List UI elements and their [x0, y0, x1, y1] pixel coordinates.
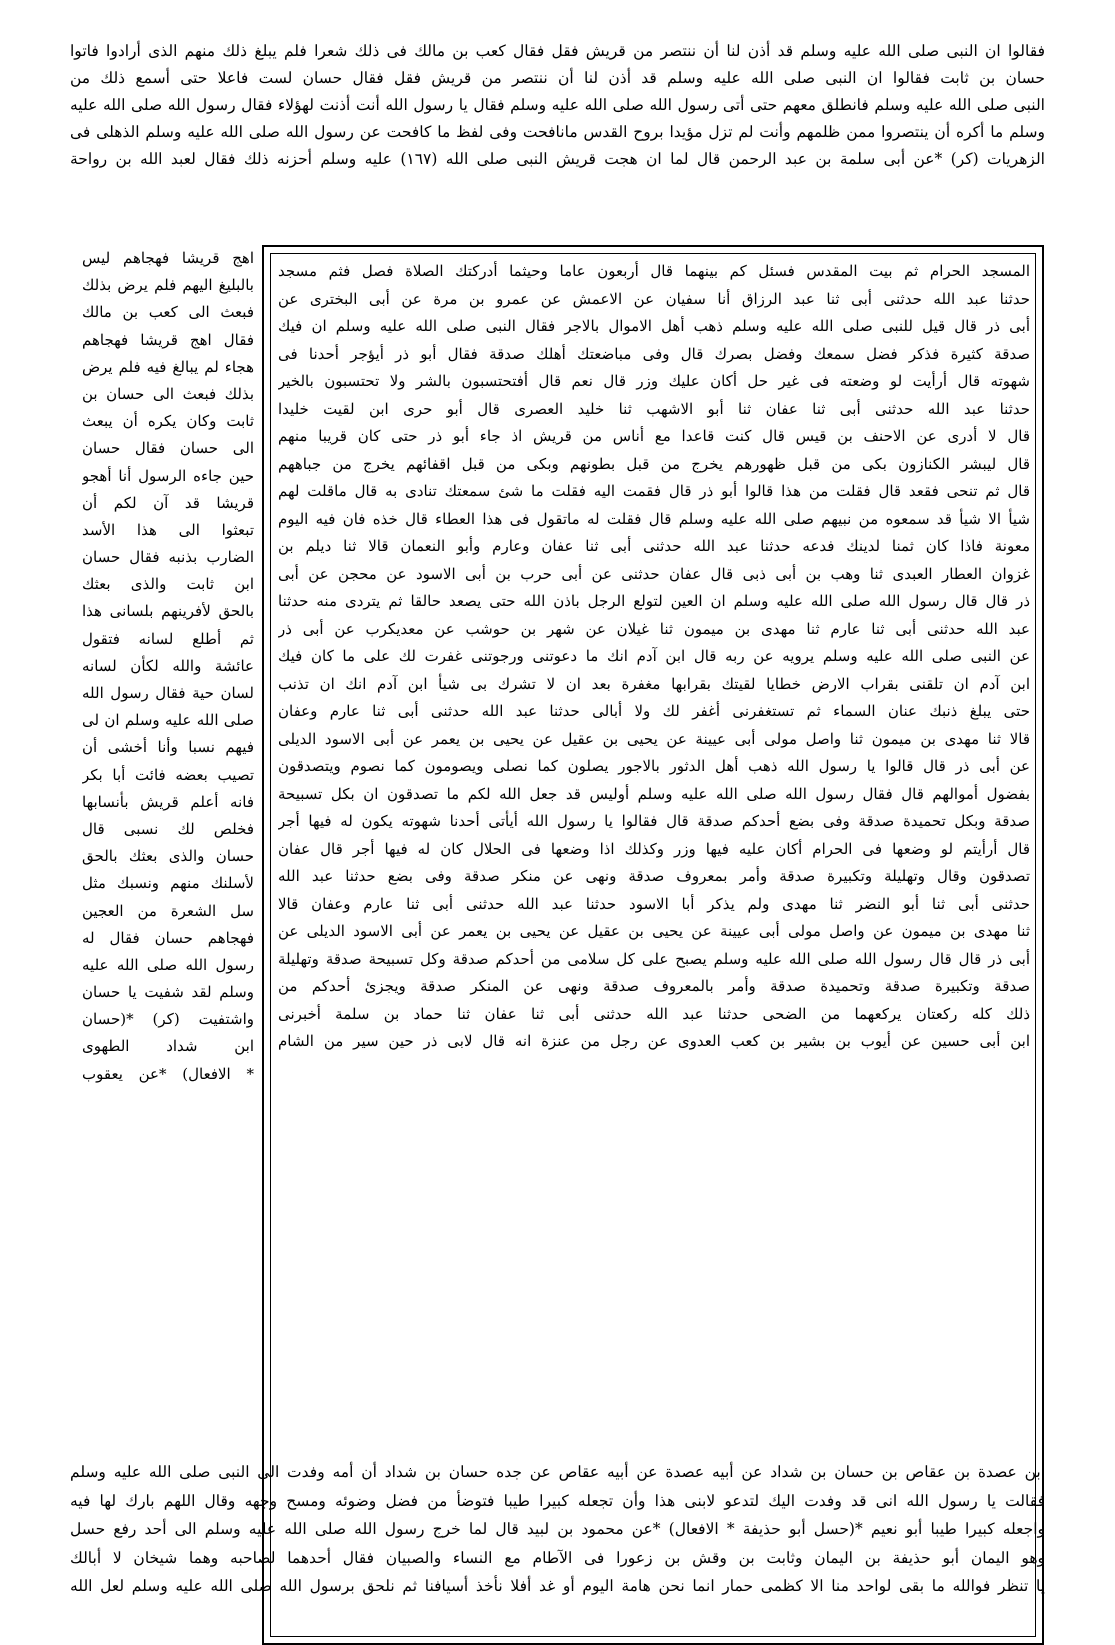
text-line: حدثنا عبد الله حدثنى أبى ثنا عفان ثنا أبو الاشهب ثنا خليد العصرى قال أبو حرى ابن لقيت خليدا [278, 399, 1030, 418]
text-line: وسلم لقد شفيت يا حسان [82, 983, 254, 1002]
text-line: فقال اهج قريشا فهجاهم [82, 330, 254, 349]
text-line: قال ليبشر الكنازون بكى من قبل ظهورهم يخرج من قبل بطونهم وبكى من قبل اقفائهم يخرج من جباههم [278, 454, 1030, 473]
text-line: بذلك فبعث الى حسان بن [82, 384, 254, 403]
text-line: المسجد الحرام ثم بيت المقدس فسئل كم بينهما قال أربعون عاما وحيثما أدركتك الصلاة فصل فثم مسجد [278, 262, 1030, 280]
text-line: تصيب بعضه فائت أبا بكر [82, 765, 254, 784]
margin-commentary [82, 245, 254, 1088]
text-line: صدقة وتكبيرة صدقة وتحميدة صدقة وأمر بالمعروف صدقة ونهى عن المنكر صدقة ويجزئ أحدكم من [278, 977, 1030, 995]
text-line: بفضول أموالهم قال فقال رسول الله صلى الله عليه وسلم أوليس قد جعل الله لكم ما تصدقون ان بكل تسبيحة [278, 784, 1030, 803]
text-line: أبى ذر قال قال رسول الله صلى الله عليه وسلم يصبح على كل سلامى من أحدكم صدقة وكل تسبيحة صدقة وتهليلة [278, 949, 1030, 968]
top-paragraph [70, 38, 1045, 173]
text-line: تبعثوا الى هذا الأسد [82, 520, 254, 539]
bottom-paragraph [70, 1458, 1045, 1601]
text-line: واشتفيت (كر) *(حسان [82, 1010, 254, 1029]
text-line: ثابت وكان يكره أن يبعث [82, 412, 254, 431]
text-line: بالبليغ اليهم فلم يرض بذلك [82, 276, 254, 295]
text-line: ذلك كله ركعتان يركعهما من الضحى حدثنا عبد الله حدثنى أبى ثنا عفان ثنا حماد بن سلمة أخبرنى [278, 1004, 1030, 1023]
text-line: النبى صلى الله عليه وسلم فانطلق معهم حتى أتى رسول الله صلى الله عليه وسلم فقال يا رسول الله أنت أذنت لهؤلاء فقال رسول الله صلى الله عليه [70, 96, 1045, 114]
text-line: الزهريات (كر) *عن أبى سلمة بن عبد الرحمن قال لما ان هجت قريش النبى صلى الله (١٦٧) عليه وسلم أحزنه ذلك فقال لعبد الله بن رواحة [70, 150, 1045, 168]
text-line: وسلم ما أكره أن ينتصروا ممن ظلمهم وأنت لم تزل مؤيدا بروح القدس مانافحت وفى لفظ ما كافحت عن رسول الله صلى الله عليه وسلم الذهلى فى [70, 123, 1045, 141]
text-line: حتى يبلغ ذنبك عنان السماء ثم تستغفرنى أغفر لك ولا أبالى حدثنا عبد الله حدثنى أبى ثنا عارم وعفان [278, 702, 1030, 720]
text-line: حدثنا عبد الله حدثنى أبى ثنا عبد الرزاق أنا سفيان عن الاعمش عن عمرو بن مرة عن أبى البخترى عن [278, 289, 1030, 308]
text-line: حين جاءه الرسول أنا أهجو [82, 466, 254, 485]
text-line: يا تنظر فوالله ما بقى لواحد منا الا كظمى حمار انما نحن هامة اليوم أو غد أفلا نأخذ أسيافنا ثم نلحق برسول الله صلى الله عليه وسلم لعل الله [70, 1577, 1045, 1595]
text-line: صلى الله عليه وسلم ان لى [82, 711, 254, 730]
text-line: حسان والذى بعثك بالحق [82, 847, 254, 866]
text-line: اهج قريشا فهجاهم ليس [82, 249, 254, 267]
text-line: قال لا أدرى عن الاحنف بن قيس قال كنت قاعدا مع أناس من قريش اذ جاء أبو ذر حتى كان قريبا منهم [278, 427, 1030, 445]
text-line: ثنا مهدى بن ميمون عن واصل مولى أبى عيينة عن يحيى بن عقيل عن يحيى بن يعمر عن أبى الاسود الديلى عن [278, 922, 1030, 940]
text-line: عائشة والله لكأن لسانه [82, 656, 254, 675]
text-line: ابن عصدة بن عقاص بن حسان بن شداد عن أبيه عصدة عن أبيه عقاص عن جده حسان بن شداد أن أمه وفدت الى النبى صلى الله عليه وسلم [70, 1463, 1045, 1481]
text-line: فقالوا ان النبى صلى الله عليه وسلم قد أذن لنا أن ننتصر من قريش فقل فقال كعب بن مالك فى ذلك شعرا فلم يبلغ ذلك منهم الذى أرادوا فاتوا [70, 42, 1045, 60]
text-line: ثم أطلع لسانه فتقول [82, 629, 254, 648]
text-line: قالا ثنا مهدى بن ميمون ثنا واصل مولى أبى عيينة عن يحيى بن عقيل عن يحيى بن يعمر عن أبى الاسود الديلى [278, 729, 1030, 748]
text-line: صدقة وبكل تحميدة صدقة وفى بضع أحدكم صدقة قال فقالوا يا رسول الله أيأتى أحدنا شهوته يكون له فيها أجر [278, 812, 1030, 830]
text-line: ذر قال قال رسول الله صلى الله عليه وسلم ان العين لتولع الرجل باذن الله حتى يصعد حالقا ثم يتردى منه حدثنا [278, 592, 1030, 610]
text-line: غزوان العطار العبدى ثنا وهب بن أبى ذبى قال عفان حدثنى عن أبى حرب بن أبى الاسود عن محجن عن أبى [278, 564, 1030, 583]
text-line: شهوته قال أرأيت لو وضعته فى غير حل أكان عليك وزر قال نعم قال أفتحتسبون بالشر ولا تحتسبون بالخير [278, 372, 1030, 390]
text-line: لسان حية فقال رسول الله [82, 684, 254, 702]
text-line: فيهم نسبا وأنا أخشى أن [82, 738, 254, 757]
text-line: معونة فاذا كان ثمنا لدينك فدعه حدثنا عبد الله حدثنى أبى ثنا عفان وعارم وأبو النعمان قالا ثنا ديلم بن [278, 537, 1030, 555]
text-line: قال ثم تنحى فقعد قال فقلت من هذا قالوا أبو ذر قال فقمت اليه فقلت ما شئ سمعتك تنادى به قال ماقلت لهم [278, 482, 1030, 500]
text-line: فبعث الى كعب بن مالك [82, 303, 254, 322]
text-line: فهجاهم حسان فقال له [82, 928, 254, 947]
text-line: قال أرأيتم لو وضعها فى الحرام أكان عليه فيها وزر وكذلك اذا وضعها فى الحلال كان له فيها أجر قال عفان [278, 839, 1030, 858]
text-line: فانه أعلم قريش بأنسابها [82, 792, 254, 811]
text-line: سل الشعرة من العجين [82, 901, 254, 920]
text-line: عن النبى صلى الله عليه وسلم يرويه عن ربه قال ابن آدم انك ما دعوتنى ورجوتنى غفرت لك على ما كان فيك [278, 647, 1030, 665]
text-line: قريشا قد آن لكم أن [82, 493, 254, 512]
text-line: صدقة كثيرة فذكر فضل سمعك وفضل بصرك قال وفى مباضعتك أهلك صدقة فقال أبو ذر أيؤجر أحدنا فى [278, 344, 1030, 363]
text-line: رسول الله صلى الله عليه [82, 955, 254, 974]
text-line: هجاء لم يبالغ فيه فلم يرض [82, 357, 254, 376]
text-line: فخلص لك نسبى قال [82, 819, 254, 838]
text-line: ابن آدم ان تلقنى بقراب الارض خطايا لقيتك بقرابها مغفرة بعد ان لا تشرك بى شيأ ابن آدم انك ان تذنب [278, 674, 1030, 693]
text-line: عن أبى ذر قال قالوا يا رسول الله ذهب أهل الدثور بالاجور يصلون كما نصلى ويصومون كما نصوم ويتصدقون [278, 757, 1030, 775]
text-line: بالحق لأفرينهم بلسانى هذا [82, 602, 254, 621]
text-line: حسان بن ثابت فقالوا ان النبى صلى الله عليه وسلم قد أذن لنا أن ننتصر من قريش فقل فقال حسان لست فاعلا حتى أسمع ذلك من [70, 69, 1045, 87]
text-line: شيأ الا شيأ قد سمعوه من نبيهم صلى الله عليه وسلم قال فقلت له ماتقول فى هذا العطاء قال خذه فان فيه اليوم [278, 509, 1030, 528]
text-line: وهو اليمان أبو حذيفة بن اليمان وثابت بن وقش بن زعورا فى الآطام مع النساء والصبيان فقال أحدهما لصاحبه وهما شيخان لا أبالك [70, 1548, 1045, 1567]
text-line: الضارب بذنبه فقال حسان [82, 548, 254, 567]
text-line: فقالت يا رسول الله انى قد وفدت اليك لتدعو لابنى هذا وأن تجعله كبيرا طيبا فتوضأ من فضل وضوئه ومسح وجهه وقال اللهم بارك لها فيه [70, 1491, 1045, 1510]
text-line: ابن شداد الطهوى [82, 1037, 254, 1056]
text-line: واجعله كبيرا طيبا أبو نعيم *(حسل أبو حذيفة * الافعال) *عن محمود بن لبيد قال لما خرج رسول الله صلى الله عليه وسلم الى أحد رفع حسل [70, 1520, 1045, 1538]
text-line: ابن أبى حسين عن أيوب بن بشير بن كعب العدوى عن رجل من عنزة انه قال لابى ذر حين سير من الشام [278, 1032, 1030, 1050]
text-line: حدثنى أبى ثنا أبو النضر ثنا مهدى ولم يذكر أبا الاسود حدثنا عبد الله حدثنى أبى ثنا عارم وعفان قالا [278, 894, 1030, 913]
text-line: ابن ثابت والذى بعثك [82, 575, 254, 594]
framed-hadith-text [278, 258, 1030, 1056]
text-line: عبد الله حدثنى أبى ثنا عارم ثنا مهدى بن ميمون ثنا غيلان عن شهر بن حوشب عن معديكرب عن أبى ذر [278, 619, 1030, 638]
text-line: تصدقون وقال وتهليلة وتكبيرة صدقة وأمر بمعروف صدقة ونهى عن منكر صدقة وفى بضع حدثنا عبد الله [278, 867, 1030, 885]
text-line: أبى ذر قال قيل للنبى صلى الله عليه وسلم ذهب أهل الاموال بالاجر فقال النبى صلى الله عليه وسلم ان فيك [278, 317, 1030, 335]
text-line: * الافعال) *عن يعقوب [82, 1064, 254, 1083]
text-line: الى حسان فقال حسان [82, 439, 254, 458]
text-line: لأسلنك منهم ونسبك مثل [82, 874, 254, 893]
